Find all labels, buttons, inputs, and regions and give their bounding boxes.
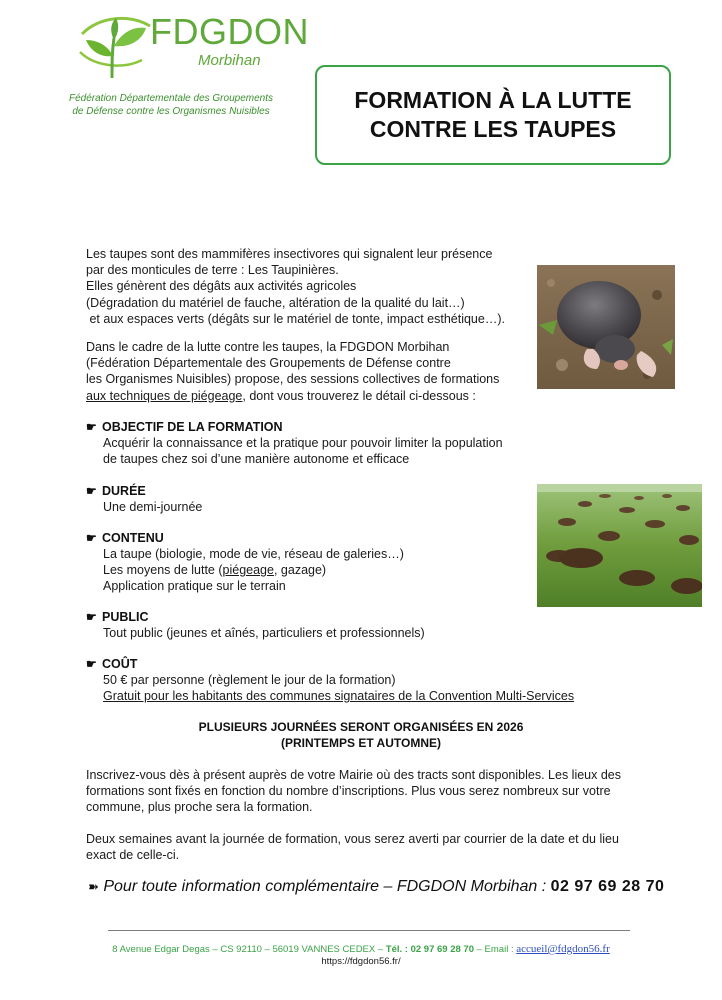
section-text: Une demi-journée	[103, 500, 203, 514]
contact-info-text: Pour toute information complémentaire – FDGDON Morbihan :	[103, 878, 551, 895]
registration-line: commune, plus proche sera la formation.	[86, 800, 313, 815]
registration-line: Inscrivez-vous dès à présent auprès de votre Mairie où des tracts sont disponibles. Les lieux des	[86, 768, 621, 782]
techniques-underlined: aux techniques de piégeage	[86, 388, 243, 403]
piegeage-underlined: piégeage	[222, 563, 274, 578]
section-text: de taupes chez soi d’une manière autonome et efficace	[103, 452, 410, 467]
footer-address: 8 Avenue Edgar Degas – CS 92110 – 56019 VANNES CEDEX –	[112, 944, 386, 955]
section-heading: DURÉE	[102, 484, 146, 498]
footer-phone: Tél. : 02 97 69 28 70	[385, 944, 474, 955]
contact-phone: 02 97 69 28 70	[550, 878, 665, 895]
section-cout	[86, 656, 574, 704]
intro-line: par des monticules de terre : Les Taupinières.	[86, 263, 339, 278]
intro-line: (Dégradation du matériel de fauche, altération de la qualité du lait…)	[86, 295, 465, 310]
section-text-part: , gazage)	[273, 563, 327, 578]
context-line-rest: , dont vous trouverez le détail ci-dessous :	[242, 388, 476, 403]
section-objectif	[86, 419, 503, 467]
molehill-field-photo	[537, 484, 702, 607]
section-text: Acquérir la connaissance et la pratique pour pouvoir limiter la population	[103, 436, 503, 450]
context-line	[86, 388, 499, 404]
mole-photo	[537, 265, 675, 389]
logo-name: FDGDON	[150, 11, 309, 52]
context-line: Dans le cadre de la lutte contre les taupes, la FDGDON Morbihan	[86, 340, 450, 354]
context-paragraph	[86, 339, 499, 404]
footer-email-label: – Email :	[474, 944, 517, 955]
intro-line: Les taupes sont des mammifères insectivores qui signalent leur présence	[86, 247, 493, 261]
section-heading: OBJECTIF DE LA FORMATION	[102, 420, 283, 434]
registration-paragraph	[86, 767, 621, 816]
double-arrow-icon: ➽	[88, 879, 99, 894]
section-text: 50 € par personne (règlement le jour de la formation)	[103, 673, 396, 687]
intro-line: Elles génèrent des dégâts aux activités agricoles	[86, 279, 357, 294]
intro-line: et aux espaces verts (dégâts sur le matériel de tonte, impact esthétique…).	[86, 311, 505, 326]
section-text-underlined: Gratuit pour les habitants des communes signataires de la Convention Multi-Services	[103, 689, 575, 704]
announcement-line-1: PLUSIEURS JOURNÉES SERONT ORGANISÉES EN 2026	[198, 720, 524, 734]
section-heading: CONTENU	[102, 531, 164, 545]
section-heading: PUBLIC	[102, 610, 149, 624]
section-text: La taupe (biologie, mode de vie, réseau de galeries…)	[103, 547, 404, 561]
notice-line: exact de celle-ci.	[86, 848, 180, 863]
section-contenu	[86, 530, 404, 595]
section-public	[86, 609, 425, 641]
intro-paragraph	[86, 246, 505, 327]
notice-paragraph	[86, 831, 619, 863]
section-heading: COÛT	[102, 657, 138, 671]
registration-line: formations sont fixés en fonction du nombre d’inscriptions. Plus vous serez nombreux sur votre	[86, 784, 611, 799]
pointing-hand-icon: ☛	[86, 420, 97, 434]
section-text-part: Les moyens de lutte (	[103, 563, 223, 578]
pointing-hand-icon: ☛	[86, 531, 97, 545]
footer-website-link[interactable]: https://fdgdon56.fr/	[321, 956, 401, 967]
footer-divider	[108, 930, 630, 931]
pointing-hand-icon: ☛	[86, 610, 97, 624]
federation-line-2: de Défense contre les Organismes Nuisibles	[72, 106, 270, 117]
federation-name	[60, 92, 282, 118]
section-text	[86, 562, 404, 578]
title-line-2: CONTRE LES TAUPES	[369, 116, 617, 142]
title-box	[315, 65, 671, 165]
logo-sprout-icon	[72, 12, 156, 82]
pointing-hand-icon: ☛	[86, 657, 97, 671]
federation-line-1: Fédération Départementale des Groupements	[68, 93, 273, 104]
contact-info-line	[88, 877, 664, 897]
footer-email-link[interactable]: accueil@fdgdon56.fr	[516, 943, 610, 955]
section-text: Tout public (jeunes et aînés, particuliers et professionnels)	[103, 626, 425, 640]
section-text: Application pratique sur le terrain	[103, 579, 286, 594]
notice-line: Deux semaines avant la journée de formation, vous serez averti par courrier de la date et du lieu	[86, 832, 619, 846]
footer-address-line	[0, 943, 722, 956]
logo-subtitle: Morbihan	[198, 52, 261, 69]
section-duree	[86, 483, 202, 515]
pointing-hand-icon: ☛	[86, 484, 97, 498]
announcement-line-2: (PRINTEMPS ET AUTOMNE)	[280, 736, 441, 750]
context-line: les Organismes Nuisibles) propose, des sessions collectives de formations	[86, 372, 500, 387]
context-line: (Fédération Départementale des Groupements de Défense contre	[86, 356, 451, 371]
title-line-1: FORMATION À LA LUTTE	[354, 87, 632, 113]
